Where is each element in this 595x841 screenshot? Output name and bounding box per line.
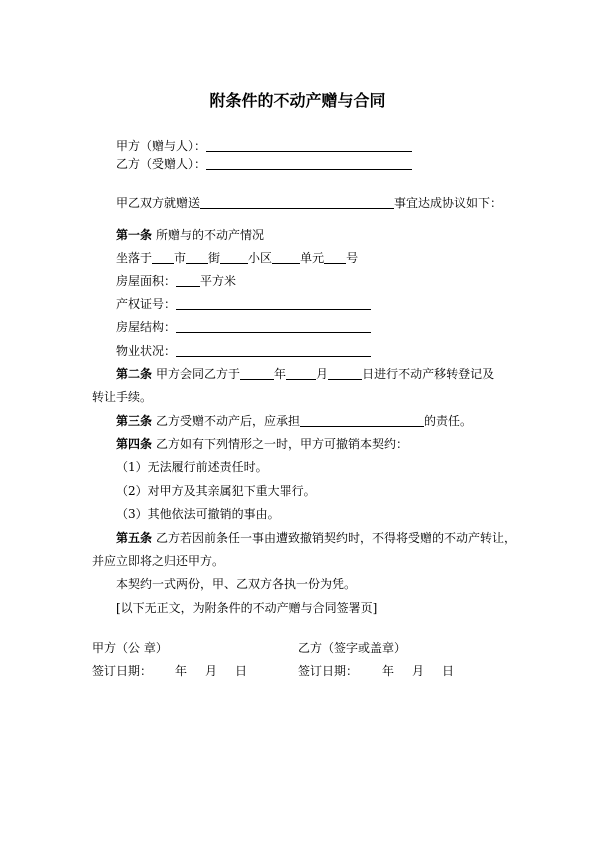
article2-head: 第二条 — [116, 367, 153, 381]
article4-item-1: （1）无法履行前述责任时。 — [116, 460, 268, 474]
article2-month: 月 — [316, 367, 329, 381]
community-blank — [220, 251, 248, 264]
location-street: 街 — [208, 251, 221, 265]
article4-item-2: （2）对甲方及其亲属犯下重大罪行。 — [116, 484, 316, 498]
party-b-date-year: 年 — [382, 664, 395, 678]
party-a-signature-label: 甲方（公 章） — [92, 641, 168, 655]
donor-line — [116, 138, 412, 154]
end-note: [以下无正文，为附条件的不动产赠与合同签署页] — [116, 601, 378, 615]
day-blank — [328, 367, 362, 380]
donee-blank — [206, 157, 412, 170]
article1-head: 第一条 — [116, 228, 153, 242]
article4-item-3: （3）其他依法可撤销的事由。 — [116, 507, 280, 521]
structure-line — [116, 319, 371, 335]
intro-after: 事宜达成协议如下： — [394, 196, 503, 210]
article5-line — [116, 530, 516, 546]
article3-after: 的责任。 — [424, 414, 473, 428]
article2-before: 甲方会同乙方于 — [156, 367, 241, 381]
property-status-blank — [176, 344, 371, 357]
party-a-date-year: 年 — [175, 664, 188, 678]
city-blank — [152, 251, 174, 264]
location-line — [116, 250, 358, 266]
street-blank — [186, 251, 208, 264]
gift-subject-blank — [200, 196, 394, 209]
month-blank — [286, 367, 316, 380]
property-status-line — [116, 343, 371, 359]
certificate-label: 产权证号： — [116, 297, 177, 311]
number-blank — [324, 251, 346, 264]
article1-text: 所赠与的不动产情况 — [156, 228, 265, 242]
structure-label: 房屋结构： — [116, 320, 177, 334]
article4-line — [116, 436, 408, 452]
article1-heading — [116, 227, 264, 243]
article3-before: 乙方受赠不动产后，应承担 — [156, 414, 301, 428]
article3-line — [116, 413, 472, 429]
intro-line — [116, 195, 502, 211]
article3-head: 第三条 — [116, 414, 153, 428]
location-prefix: 坐落于 — [116, 251, 153, 265]
location-city: 市 — [174, 251, 187, 265]
donee-label: 乙方（受赠人）： — [116, 157, 207, 171]
article4-text: 乙方如有下列情形之一时，甲方可撤销本契约： — [156, 437, 409, 451]
article2-line — [116, 366, 494, 382]
article4-head: 第四条 — [116, 437, 153, 451]
responsibility-blank — [300, 414, 424, 427]
area-line — [116, 273, 236, 289]
party-b-date-day: 日 — [442, 664, 455, 678]
certificate-blank — [176, 297, 371, 310]
location-number: 号 — [346, 251, 359, 265]
intro-before: 甲乙双方就赠送 — [116, 196, 201, 210]
party-a-date-day: 日 — [235, 664, 248, 678]
article2-year: 年 — [274, 367, 287, 381]
article5-continuation: 并应立即将之归还甲方。 — [92, 554, 225, 568]
year-blank — [240, 367, 274, 380]
party-b-date-month: 月 — [412, 664, 425, 678]
party-b-signature-label: 乙方（签字或盖章） — [298, 641, 407, 655]
location-community: 小区 — [248, 251, 273, 265]
property-status-label: 物业状况： — [116, 344, 177, 358]
party-a-date-label: 签订日期： — [92, 664, 153, 678]
donee-line — [116, 156, 412, 172]
area-label: 房屋面积： — [116, 274, 177, 288]
donor-label: 甲方（赠与人）： — [116, 139, 207, 153]
article5-line1: 乙方若因前条任一事由遭致撤销契约时，不得将受赠的不动产转让， — [156, 531, 517, 545]
donor-blank — [206, 139, 412, 152]
structure-blank — [176, 320, 371, 333]
party-b-date-label: 签订日期： — [298, 664, 359, 678]
article2-continuation: 转让手续。 — [92, 390, 153, 404]
article2-after: 日进行不动产移转登记及 — [362, 367, 495, 381]
party-a-date-month: 月 — [205, 664, 218, 678]
copies-clause: 本契约一式两份，甲、乙双方各执一份为凭。 — [116, 577, 357, 591]
unit-blank — [272, 251, 300, 264]
location-unit: 单元 — [300, 251, 325, 265]
article5-head: 第五条 — [116, 531, 153, 545]
area-blank — [176, 274, 200, 287]
certificate-line — [116, 296, 371, 312]
document-title: 附条件的不动产赠与合同 — [209, 91, 386, 110]
area-unit: 平方米 — [200, 274, 237, 288]
